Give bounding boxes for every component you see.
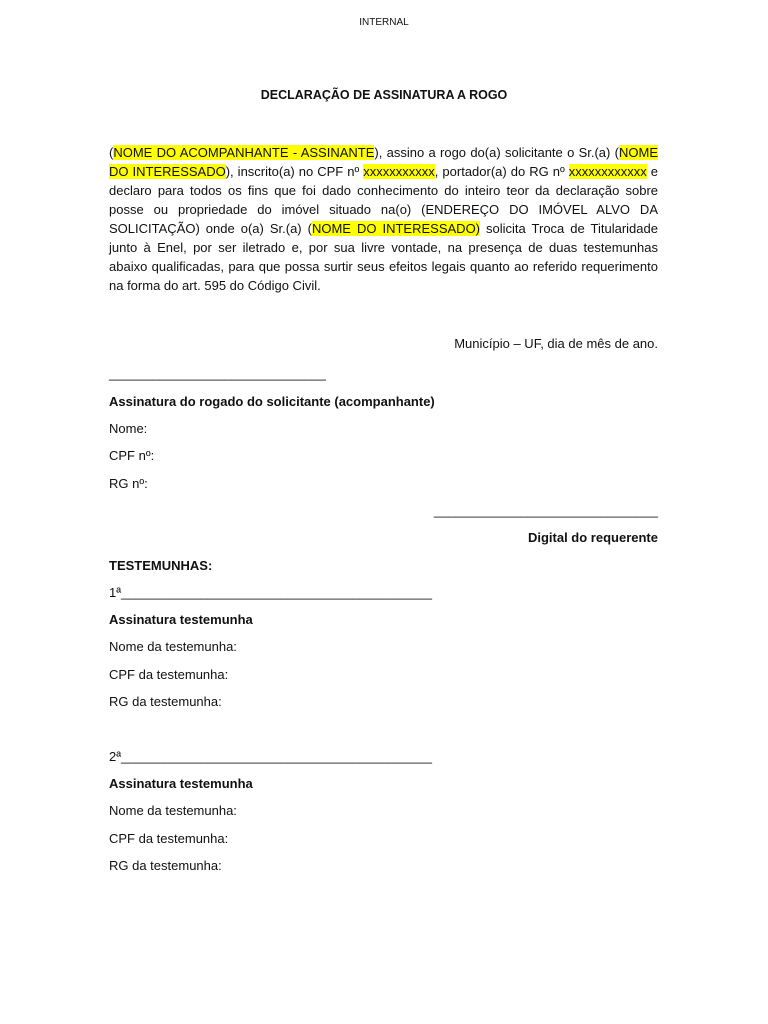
paragraph-text: ( xyxy=(109,145,114,160)
companion-signature-line: ______________________________ xyxy=(109,366,326,381)
companion-cpf-field: CPF nº: xyxy=(109,448,155,463)
witness-2-name-field: Nome da testemunha: xyxy=(109,803,237,818)
witness-1-rg-field: RG da testemunha: xyxy=(109,694,222,709)
companion-rg-field: RG nº: xyxy=(109,476,148,491)
rg-placeholder: xxxxxxxxxxxx xyxy=(568,164,647,179)
witness-2-signature-line: 2ª___________________________________________ xyxy=(109,749,432,764)
witness-1-name-field: Nome da testemunha: xyxy=(109,639,237,654)
paragraph-text: ), inscrito(a) no CPF nº xyxy=(225,164,364,179)
cpf-placeholder: xxxxxxxxxxx xyxy=(363,164,435,179)
paragraph-text: solicita Troca de Titularidade junto à Enel, por ser iletrado e, por sua livre vontade, na presença de duas testemunhas abaixo qualificadas, para que possa surtir seus efeitos legais quanto ao referido requerimento na forma do art. 595 do Código Civil. xyxy=(109,221,658,293)
paragraph-text: , portador(a) do RG nº xyxy=(434,164,569,179)
place-date: Município – UF, dia de mês de ano. xyxy=(454,336,658,351)
paragraph-text: e declaro para todos os fins que foi dado conhecimento do inteiro teor da declaração sobre posse ou propriedade do imóvel situado na(o) (ENDEREÇO DO IMÓVEL ALVO DA SOLICITAÇÃO) onde o(a) Sr.(a) ( xyxy=(109,164,659,236)
paragraph-text: ), assino a rogo do(a) solicitante o Sr.(a) ( xyxy=(374,145,619,160)
witness-1-cpf-field: CPF da testemunha: xyxy=(109,667,229,682)
interested-name-placeholder-2: NOME DO INTERESSADO) xyxy=(311,221,481,236)
companion-name-placeholder: NOME DO ACOMPANHANTE - ASSINANTE xyxy=(113,145,375,160)
requester-fingerprint-line: _______________________________ xyxy=(433,503,658,518)
witness-1-signature-label: Assinatura testemunha xyxy=(109,612,253,627)
interested-name-placeholder: NOME DO INTERESSADO xyxy=(109,145,658,179)
witness-2-rg-field: RG da testemunha: xyxy=(109,858,222,873)
witness-1-signature-line: 1ª___________________________________________ xyxy=(109,585,432,600)
witness-2-signature-label: Assinatura testemunha xyxy=(109,776,253,791)
witness-2-cpf-field: CPF da testemunha: xyxy=(109,831,229,846)
companion-name-field: Nome: xyxy=(109,421,148,436)
requester-fingerprint-label: Digital do requerente xyxy=(527,530,658,545)
witnesses-heading: TESTEMUNHAS: xyxy=(109,558,213,573)
classification-label: INTERNAL xyxy=(359,17,409,28)
companion-signature-label: Assinatura do rogado do solicitante (acompanhante) xyxy=(109,394,435,409)
declaration-paragraph xyxy=(109,143,658,295)
document-title: DECLARAÇÃO DE ASSINATURA A ROGO xyxy=(260,88,508,102)
